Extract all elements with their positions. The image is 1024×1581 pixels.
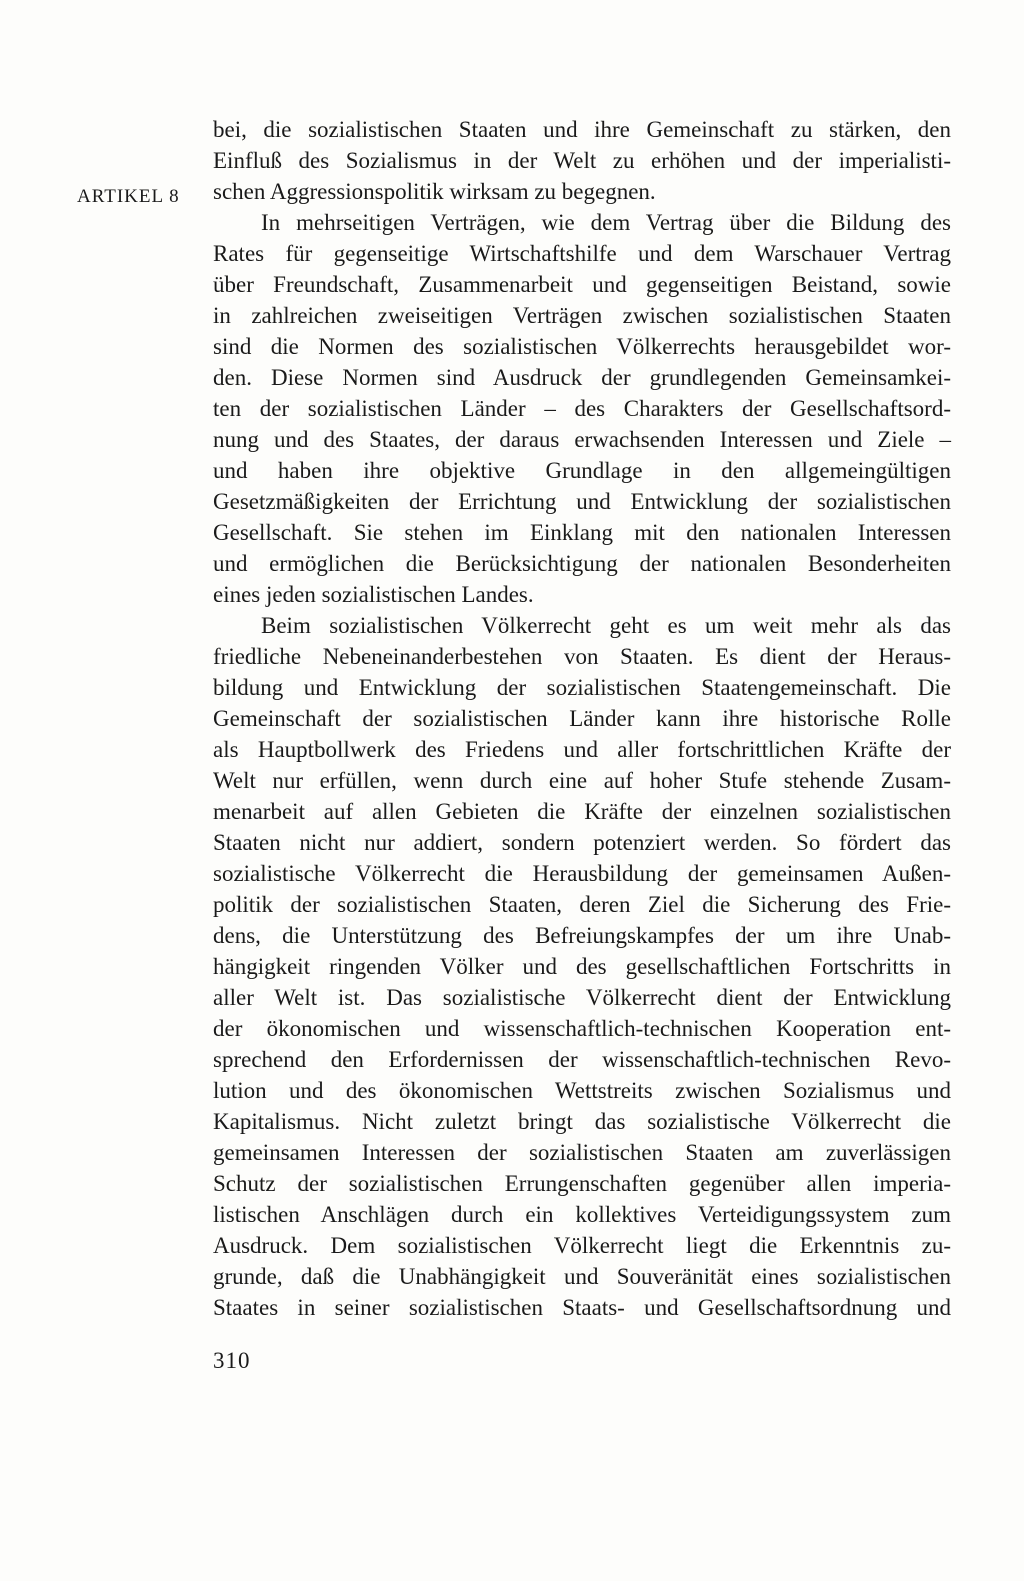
text-line: über Freundschaft, Zusammenarbeit und gegenseitigen Beistand, sowie <box>213 272 951 297</box>
text-line: ten der sozialistischen Länder – des Charakters der Gesellschaftsord- <box>213 396 951 421</box>
text-line: politik der sozialistischen Staaten, deren Ziel die Sicherung des Frie- <box>213 892 951 917</box>
text-line: nung und des Staates, der daraus erwachsenden Interessen und Ziele – <box>213 427 951 452</box>
text-line: sind die Normen des sozialistischen Völkerrechts herausgebildet wor- <box>213 334 951 359</box>
text-line: Gemeinschaft der sozialistischen Länder kann ihre historische Rolle <box>213 706 951 731</box>
text-line: als Hauptbollwerk des Friedens und aller fortschrittlichen Kräfte der <box>213 737 951 762</box>
text-line: Beim sozialistischen Völkerrecht geht es um weit mehr als das <box>261 613 951 638</box>
margin-note-article: ARTIKEL 8 <box>77 186 180 207</box>
text-line: Welt nur erfüllen, wenn durch eine auf hoher Stufe stehende Zusam- <box>213 768 951 793</box>
text-line: bei, die sozialistischen Staaten und ihre Gemeinschaft zu stärken, den <box>213 117 951 142</box>
text-line: dens, die Unterstützung des Befreiungskampfes der um ihre Unab- <box>213 923 951 948</box>
text-line: In mehrseitigen Verträgen, wie dem Vertrag über die Bildung des <box>261 210 951 235</box>
text-line: sprechend den Erfordernissen der wissenschaftlich-technischen Revo- <box>213 1047 951 1072</box>
text-line: Kapitalismus. Nicht zuletzt bringt das sozialistische Völkerrecht die <box>213 1109 951 1134</box>
text-line: friedliche Nebeneinanderbestehen von Staaten. Es dient der Heraus- <box>213 644 951 669</box>
text-line: Rates für gegenseitige Wirtschaftshilfe und dem Warschauer Vertrag <box>213 241 951 266</box>
text-line: gemeinsamen Interessen der sozialistischen Staaten am zuverlässigen <box>213 1140 951 1165</box>
text-line: Staaten nicht nur addiert, sondern potenziert werden. So fördert das <box>213 830 951 855</box>
text-line: listischen Anschlägen durch ein kollektives Verteidigungssystem zum <box>213 1202 951 1227</box>
text-line: und haben ihre objektive Grundlage in den allgemeingültigen <box>213 458 951 483</box>
text-line: in zahlreichen zweiseitigen Verträgen zwischen sozialistischen Staaten <box>213 303 951 328</box>
text-line: der ökonomischen und wissenschaftlich-technischen Kooperation ent- <box>213 1016 951 1041</box>
body-text <box>213 114 951 1323</box>
text-line: Ausdruck. Dem sozialistischen Völkerrecht liegt die Erkenntnis zu- <box>213 1233 951 1258</box>
text-line: schen Aggressionspolitik wirksam zu begegnen. <box>213 179 656 204</box>
text-line: und ermöglichen die Berücksichtigung der nationalen Besonderheiten <box>213 551 951 576</box>
text-line: menarbeit auf allen Gebieten die Kräfte der einzelnen sozialistischen <box>213 799 951 824</box>
text-line: eines jeden sozialistischen Landes. <box>213 582 534 607</box>
text-line: lution und des ökonomischen Wettstreits zwischen Sozialismus und <box>213 1078 951 1103</box>
text-line: hängigkeit ringenden Völker und des gesellschaftlichen Fortschritts in <box>213 954 951 979</box>
text-line: sozialistische Völkerrecht die Herausbildung der gemeinsamen Außen- <box>213 861 951 886</box>
text-line: aller Welt ist. Das sozialistische Völkerrecht dient der Entwicklung <box>213 985 951 1010</box>
text-line: Gesellschaft. Sie stehen im Einklang mit den nationalen Interessen <box>213 520 951 545</box>
text-line: bildung und Entwicklung der sozialistischen Staatengemeinschaft. Die <box>213 675 951 700</box>
text-line: grunde, daß die Unabhängigkeit und Souveränität eines sozialistischen <box>213 1264 951 1289</box>
text-line: Gesetzmäßigkeiten der Errichtung und Entwicklung der sozialistischen <box>213 489 951 514</box>
text-line: Einfluß des Sozialismus in der Welt zu erhöhen und der imperialisti- <box>213 148 951 173</box>
text-line: Staates in seiner sozialistischen Staats- und Gesellschaftsordnung und <box>213 1295 951 1320</box>
text-line: den. Diese Normen sind Ausdruck der grundlegenden Gemeinsamkei- <box>213 365 951 390</box>
page-number: 310 <box>213 1348 251 1373</box>
text-line: Schutz der sozialistischen Errungenschaften gegenüber allen imperia- <box>213 1171 951 1196</box>
